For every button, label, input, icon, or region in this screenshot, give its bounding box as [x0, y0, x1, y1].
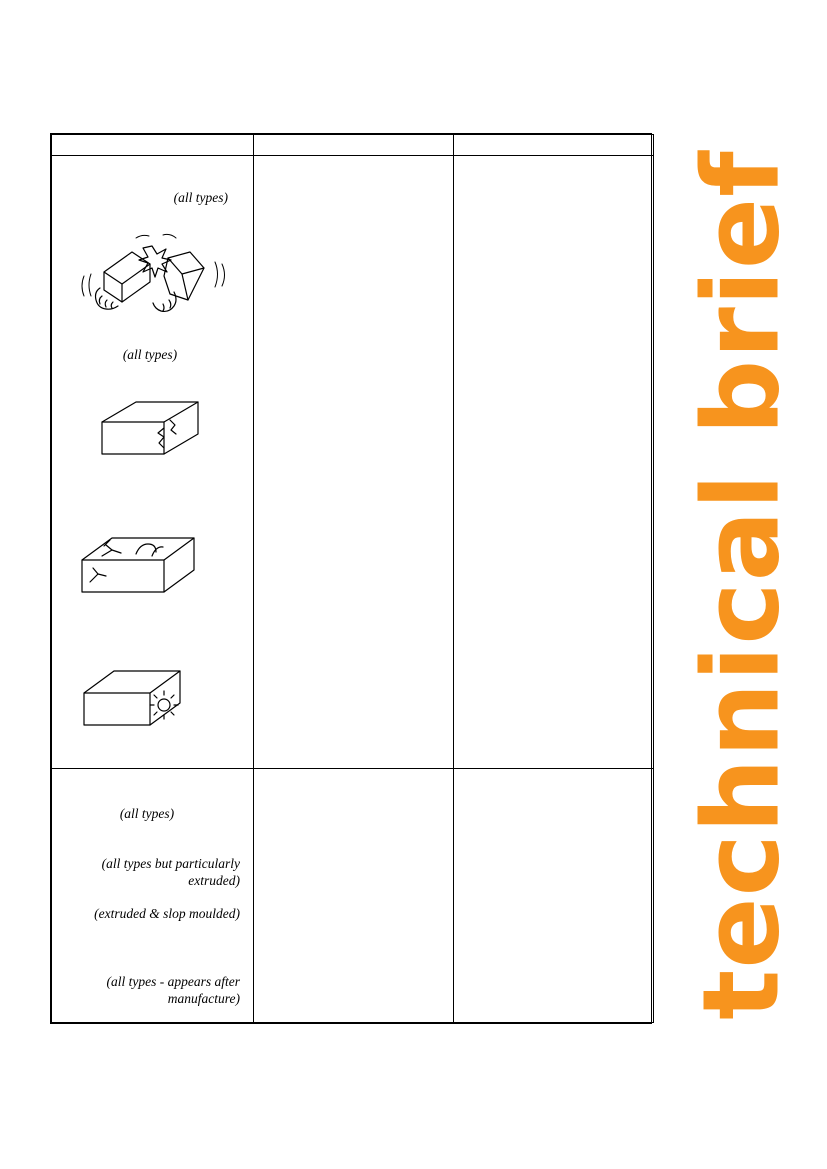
label-footer-all-types: (all types) [119, 806, 175, 821]
table-cell-footer-col-c [454, 769, 654, 1023]
table-row [52, 769, 654, 1023]
table-row [52, 135, 654, 156]
label-footer-extruded-particularly: (all types but particularly extruded) [101, 856, 240, 889]
brick-cracked-icon [74, 526, 204, 611]
side-title [657, 0, 827, 1169]
table-row [52, 156, 654, 769]
brick-blown-icon [76, 661, 191, 741]
side-title-text: technical brief [680, 149, 803, 1020]
table-cell-footer-col-b [254, 769, 454, 1023]
content-table [50, 133, 652, 1024]
table-cell-footer-col-a [52, 769, 254, 1023]
label-footer-appears-after-manufacture: (all types - appears after manufacture) [106, 974, 240, 1007]
table-header-cell-2 [254, 135, 454, 156]
label-footer-extruded-slop-moulded: (extruded & slop moulded) [94, 906, 240, 921]
brick-chipped-icon [94, 394, 204, 474]
knocking-bricks-icon [76, 230, 236, 335]
table-header-cell-3 [454, 135, 654, 156]
label-all-types-top: (all types) [173, 190, 228, 205]
table-cell-defects-illustrations [52, 156, 254, 769]
table-cell-body-col-c [454, 156, 654, 769]
table-header-cell-1 [52, 135, 254, 156]
table-cell-body-col-b [254, 156, 454, 769]
label-all-types-second: (all types) [122, 347, 178, 362]
